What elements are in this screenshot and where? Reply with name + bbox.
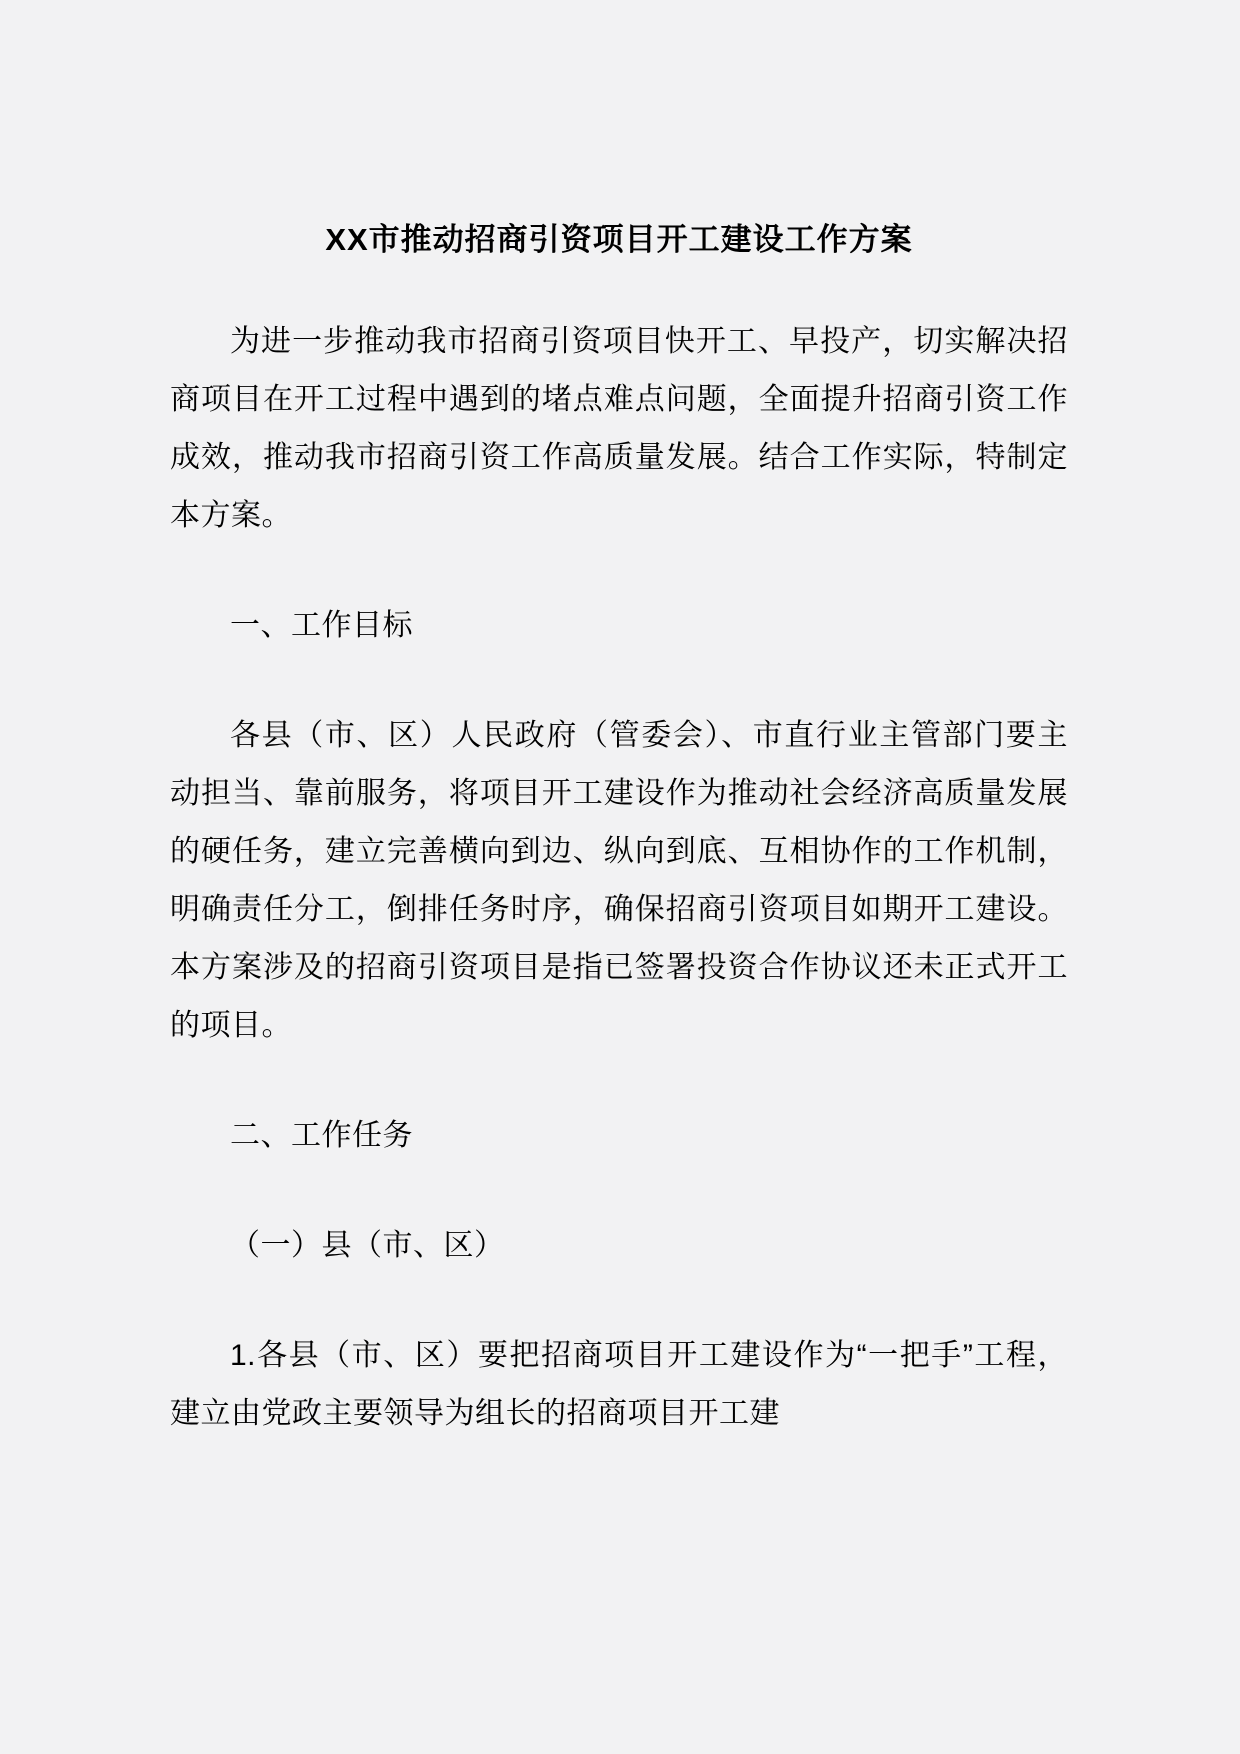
document-title: XX市推动招商引资项目开工建设工作方案: [325, 222, 913, 257]
paragraph-intro: 为进一步推动我市招商引资项目快开工、早投产，切实解决招商项目在开工过程中遇到的堵点难点问题，全面提升招商引资工作成效，推动我市招商引资工作高质量发展。结合工作实际，特制定本方案。: [170, 325, 1068, 533]
paragraph-task-1: 1.各县（市、区）要把招商项目开工建设作为“一把手”工程，建立由党政主要领导为组长的招商项目开工建: [170, 1339, 1068, 1431]
paragraph-work-goals-body: 各县（市、区）人民政府（管委会）、市直行业主管部门要主动担当、靠前服务，将项目开工建设作为推动社会经济高质量发展的硬任务，建立完善横向到边、纵向到底、互相协作的工作机制，明确责任分工，倒排任务时序，确保招商引资项目如期开工建设。本方案涉及的招商引资项目是指已签署投资合作协议还未正式开工的项目。: [170, 719, 1068, 1043]
heading-section-1-work-goals: 一、工作目标: [230, 609, 413, 643]
heading-subsection-1-counties: （一）县（市、区）: [230, 1229, 505, 1263]
heading-section-2-work-tasks: 二、工作任务: [230, 1119, 413, 1153]
